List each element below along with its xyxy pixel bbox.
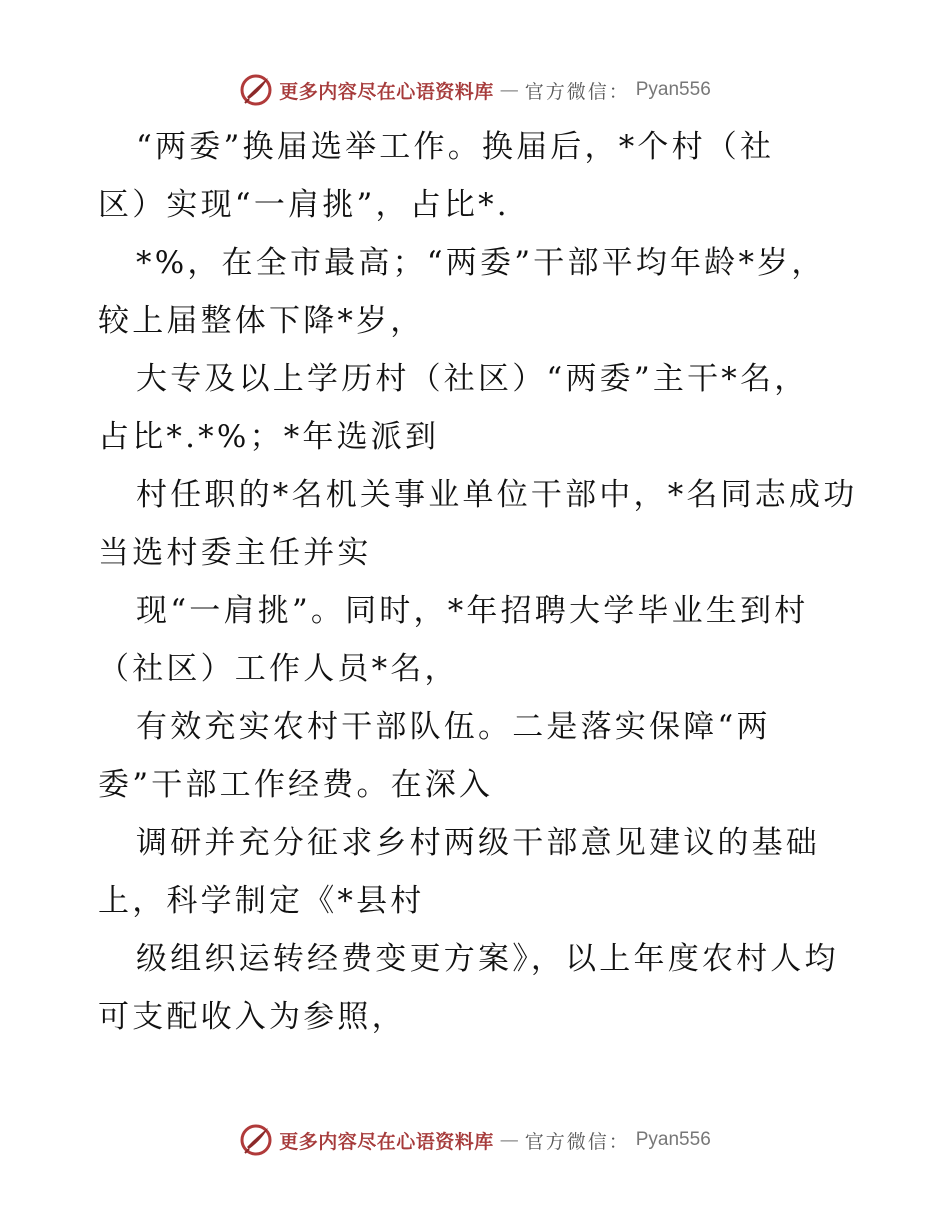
text-line: 调研并充分征求乡村两级干部意见建议的基础 [136,825,820,861]
text-line: 上，科学制定《*县村 [98,883,425,919]
banner-dash: — [499,79,519,101]
text-line: 占比*.*%；*年选派到 [98,419,440,455]
banner-brand-text: 更多内容尽在心语资料库 [279,1130,494,1153]
text-line: 级组织运转经费变更方案》，以上年度农村人均 [136,941,839,977]
text-line: 有效充实农村干部队伍。二是落实保障“两 [136,709,771,745]
banner-wechat-label: 官方微信： [524,80,630,103]
text-line: 大专及以上学历村（社区）“两委”主干*名， [136,361,809,397]
text-line: 现“一肩挑”。同时，*年招聘大学毕业生到村 [136,593,809,629]
text-line: 较上届整体下降*岁， [98,303,425,339]
quill-logo-icon [239,1123,273,1157]
text-line: 可支配收入为参照， [98,999,406,1035]
banner-brand-text: 更多内容尽在心语资料库 [279,80,494,103]
header-banner [0,70,950,110]
text-line: 村任职的*名机关事业单位干部中，*名同志成功 [136,477,858,513]
text-line: 当选村委主任并实 [98,535,372,571]
text-line: 委”干部工作经费。在深入 [98,767,494,803]
banner-account: Pyan556 [635,1129,711,1150]
banner-account: Pyan556 [635,79,711,100]
quill-logo-icon [239,73,273,107]
banner-wechat-label: 官方微信： [524,1130,630,1153]
text-line: “两委”换届选举工作。换届后，*个村（社 [136,129,775,165]
text-line: 区）实现“一肩挑”，占比*. [98,187,510,223]
footer-banner [0,1120,950,1160]
banner-dash: — [499,1129,519,1151]
text-line: *%，在全市最高；“两委”干部平均年龄*岁， [136,245,826,281]
text-line: （社区）工作人员*名， [98,651,459,687]
document-body [98,118,868,1046]
